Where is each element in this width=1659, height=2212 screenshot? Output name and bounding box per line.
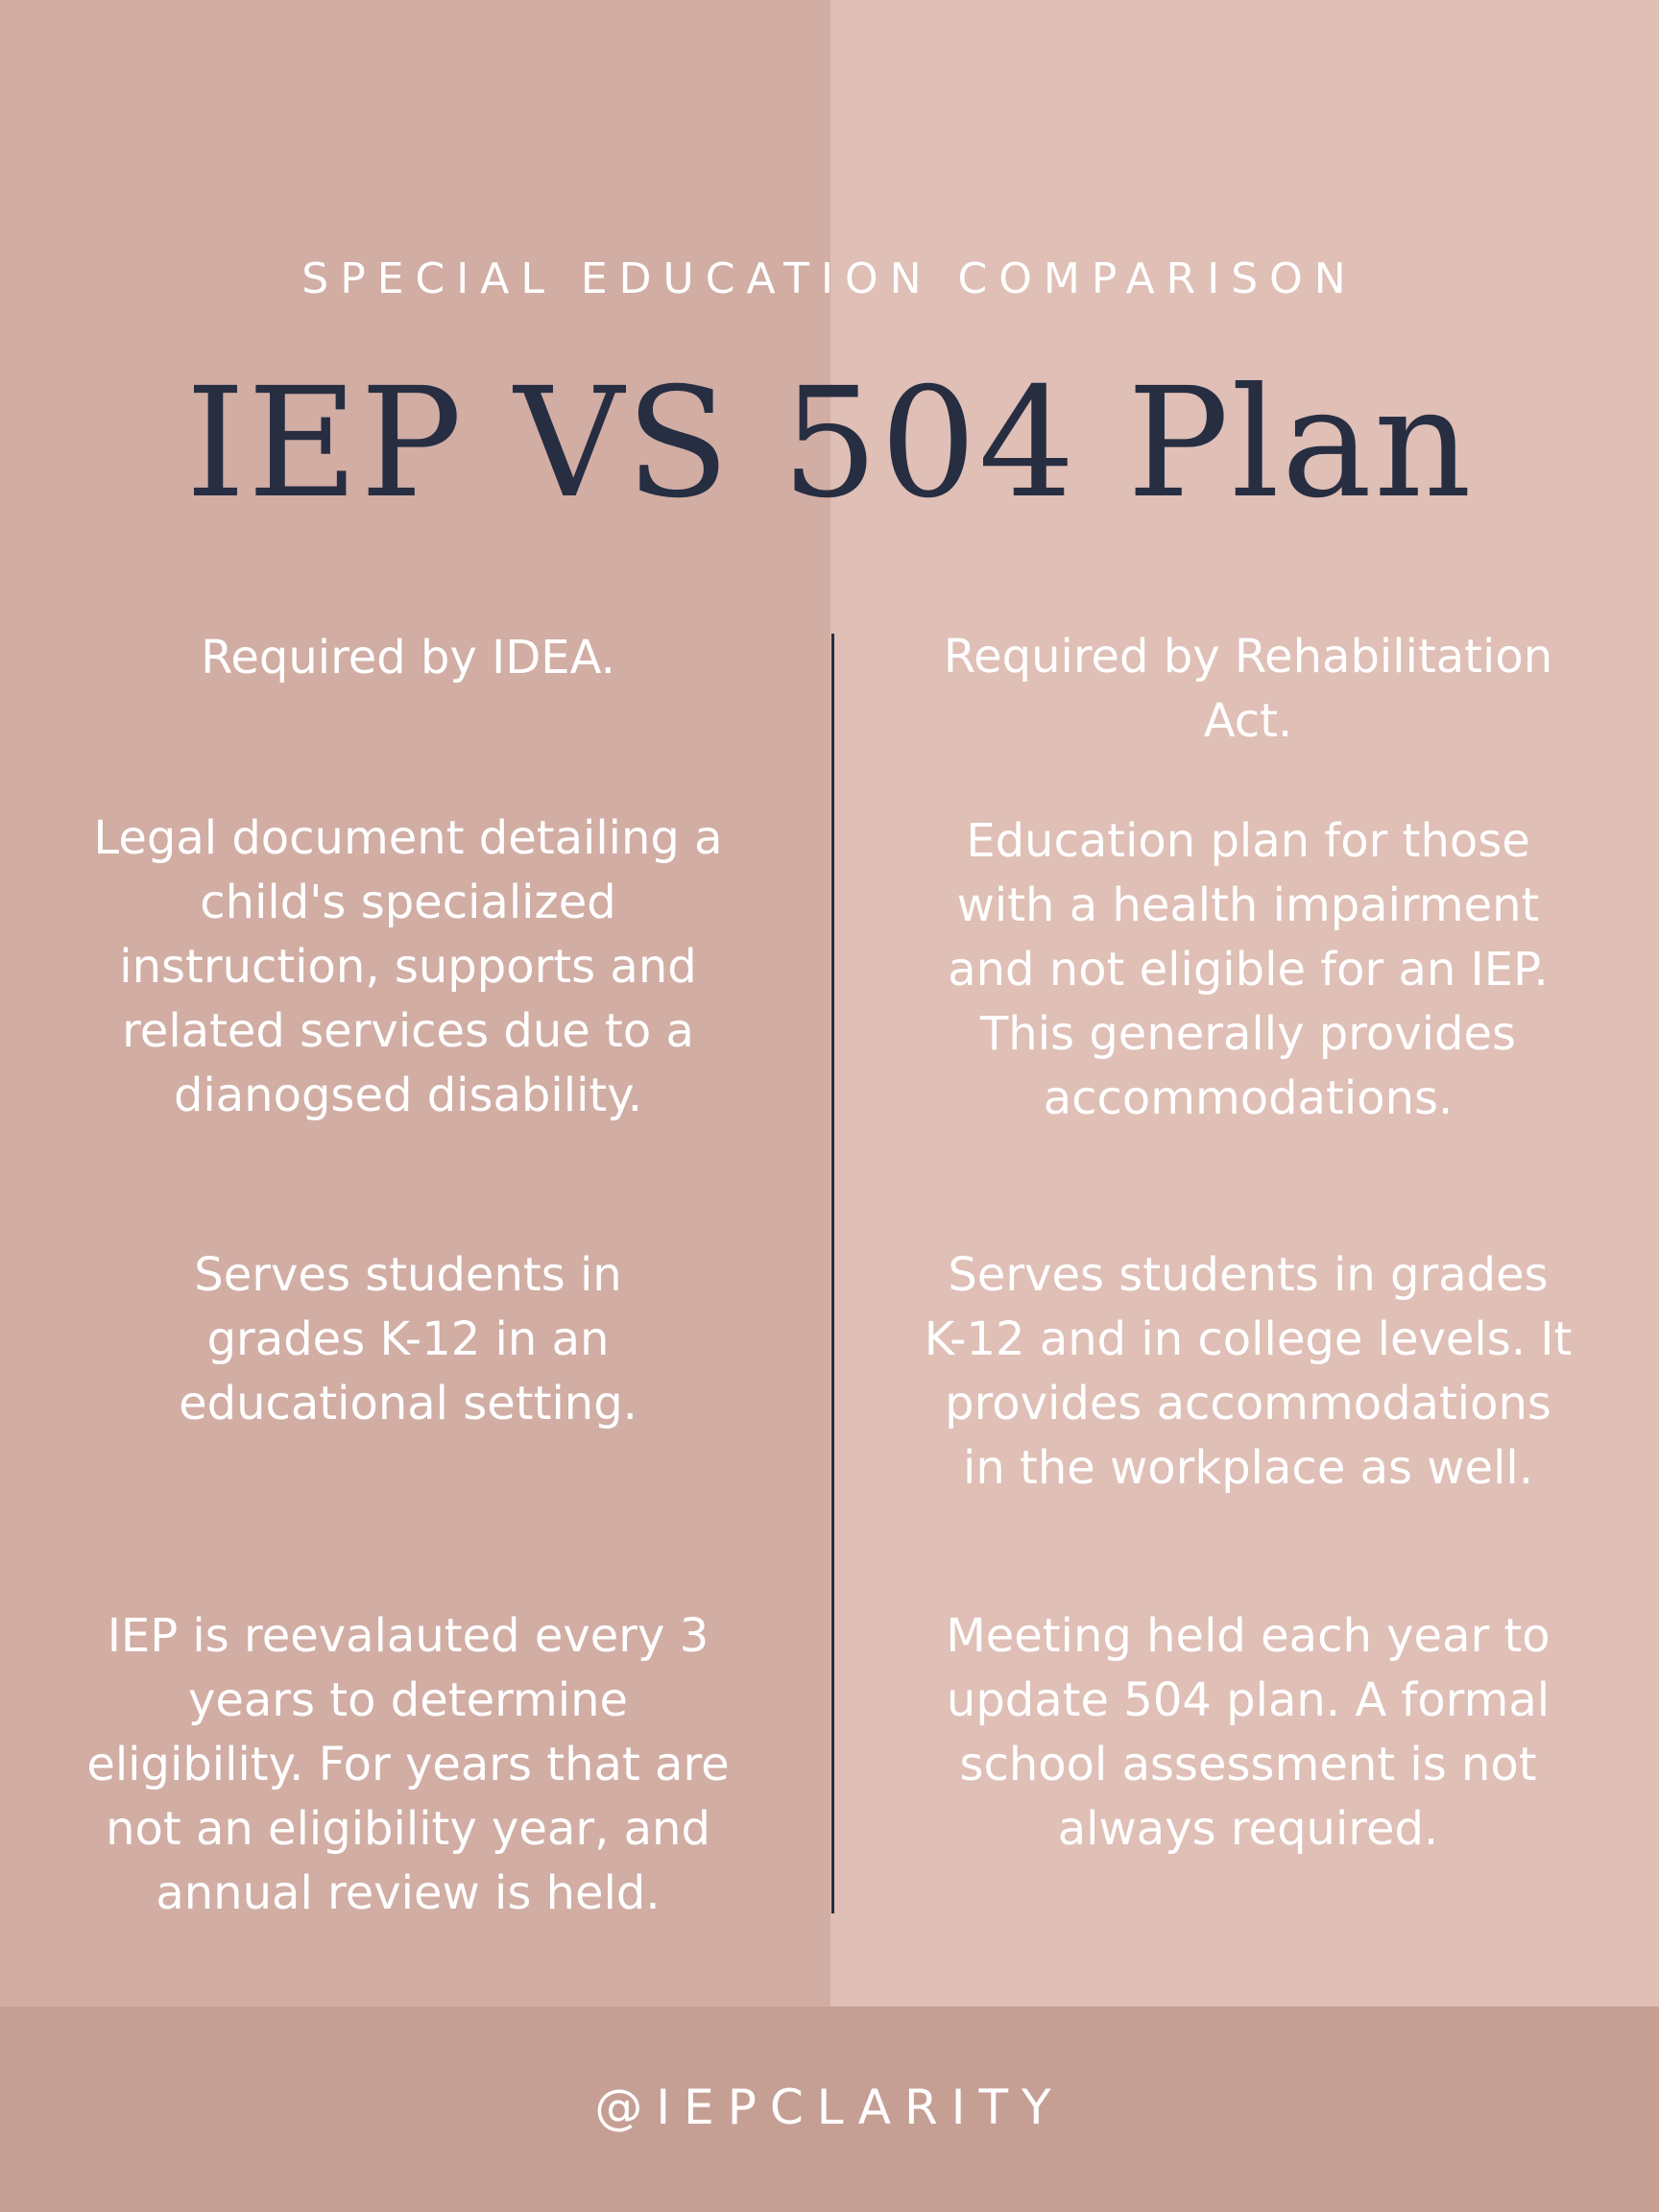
footer-handle: @IEPCLARITY (594, 2080, 1065, 2135)
column-divider (831, 634, 834, 1913)
right-row-2-text: Education plan for those with a health impairment and not eligible for an IEP. This generally provides accommodations. (948, 814, 1549, 1125)
page-title: IEP VS 504 Plan (185, 355, 1474, 532)
left-row-4-text: IEP is reevalauted every 3 years to determine eligibility. For years that are not an eligibility year, and annual review is held. (86, 1609, 730, 1920)
left-row-1-text: Required by IDEA. (201, 631, 615, 685)
left-row-3-text: Serves students in grades K-12 in an educational setting. (179, 1248, 637, 1431)
eyebrow-heading: SPECIAL EDUCATION COMPARISON (301, 254, 1358, 303)
right-row-3-text: Serves students in grades K-12 and in college levels. It provides accommodations in the workplace as well. (924, 1248, 1573, 1495)
right-row-4-text: Meeting held each year to update 504 plan. A formal school assessment is not always required. (946, 1609, 1551, 1856)
left-row-2-text: Legal document detailing a child's specialized instruction, supports and related services due to a dianogsed disability. (93, 811, 723, 1122)
right-row-1-text: Required by Rehabilitation Act. (943, 630, 1553, 748)
